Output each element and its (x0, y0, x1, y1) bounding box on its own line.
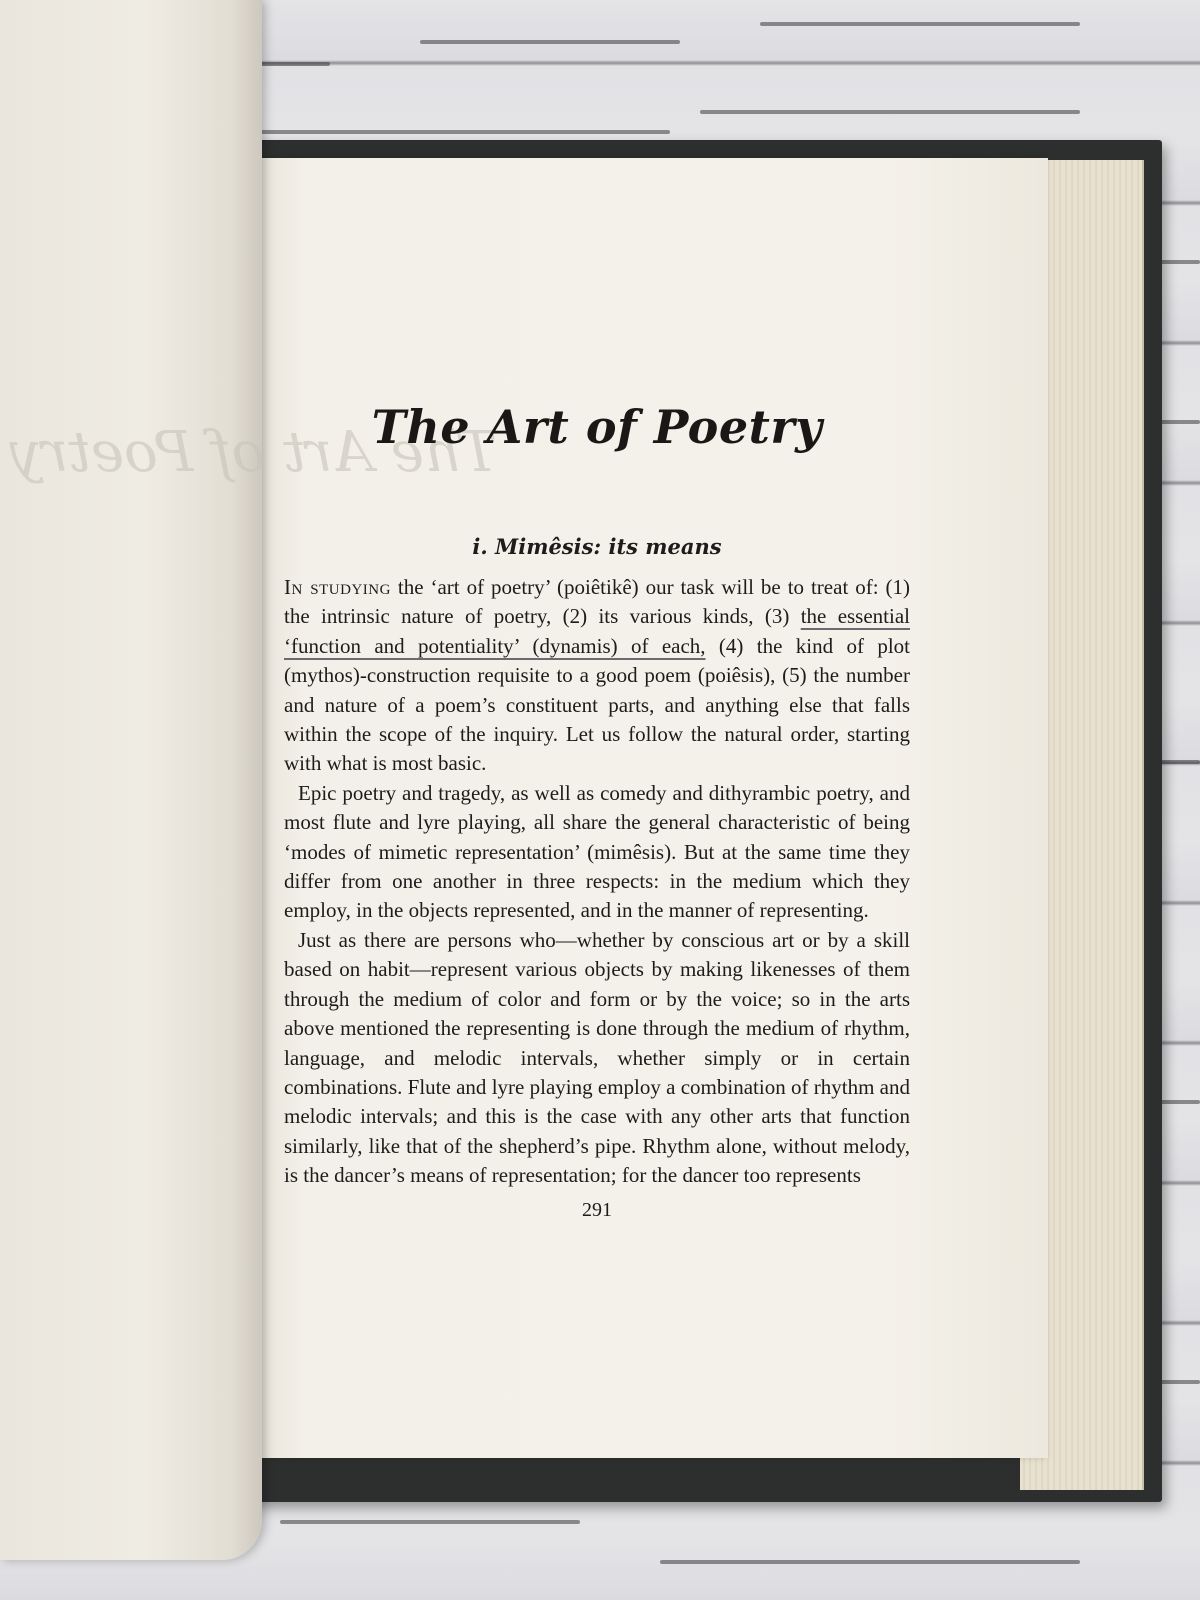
show-through-title: The Art of Poetry (10, 420, 498, 485)
paragraph-1-text-b: (4) the kind of plot (mythos)-construction requisite to a good poem (poiêsis), (5) the number and nature of a poem’s constituent parts, and anything else that falls within the scope of the inquiry. Let us follow the natural order, starting with what is most basic. (284, 633, 910, 776)
mortar-line (700, 110, 1080, 114)
pencil-underline: the essential ‘function and potentiality’ (dynamis) of each, (284, 604, 911, 658)
lead-in-smallcaps: In studying (284, 575, 391, 599)
mortar-line (420, 40, 680, 44)
mortar-line (250, 130, 670, 134)
page-number: 291 (582, 1198, 612, 1221)
mortar-line (280, 1520, 580, 1524)
mortar-line (760, 22, 1080, 26)
paragraph-3: Just as there are persons who—whether by conscious art or by a skill based on habit—represent various objects by making likenesses of them through the medium of color and form or by the voice; so in the arts above mentioned the representing is done through the medium of rhythm, language, and melodic intervals, whether simply or in certain combinations. Flute and lyre playing employ a combination of rhythm and melodic intervals; and this is the case with any other arts that function similarly, like that of the shepherd’s pipe. Rhythm alone, without melody, is the dancer’s means of representation; for the dancer too represents (284, 927, 910, 1188)
paragraph-2: Epic poetry and tragedy, as well as comedy and dithyrambic poetry, and most flute and lyre playing, all share the general characteristic of being ‘modes of mimetic representation’ (mimêsis). But at the same time they differ from one another in three respects: in the medium which they employ, in the objects represented, and in the manner of representing. (284, 780, 910, 923)
section-heading: i. Mimêsis: its means (472, 534, 722, 559)
chapter-title: The Art of Poetry (371, 400, 823, 454)
mortar-line (660, 1560, 1080, 1564)
paragraph-1-text-a: the ‘art of poetry’ (poiêtikê) our task will be to treat of: (1) the intrinsic nature of poetry, (2) its various kinds, (3) (284, 575, 910, 629)
paragraph-1 (284, 573, 910, 779)
page-content (284, 400, 910, 1222)
